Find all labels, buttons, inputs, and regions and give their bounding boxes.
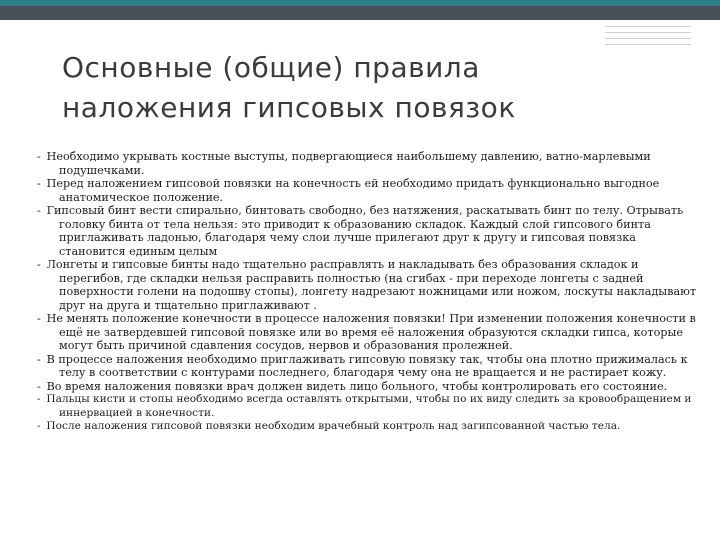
rule-item — [37, 380, 697, 394]
bullet-dash: - — [37, 352, 41, 366]
top-accent-stripe-end — [690, 0, 720, 6]
bullet-dash: - — [37, 204, 41, 217]
decor-line — [605, 38, 691, 39]
rule-item — [37, 258, 697, 312]
rule-item — [37, 204, 697, 258]
rule-item — [37, 177, 697, 204]
rule-item — [37, 353, 697, 380]
rule-text: В процессе наложения необходимо приглаживать гипсовую повязку так, чтобы она плотно прижималась к телу в соответствии с контурами последнего, благодаря чему она не вращается и не растирает кожу. — [46, 352, 688, 379]
rule-text: Гипсовый бинт вести спирально, бинтовать свободно, без натяжения, раскатывать бинт по телу. Отрывать головку бинта от тела нельзя: это приводит к образованию складок. Каждый слой гипсового бинта приглаживать ладонью, благодаря чему слои лучше прилегают друг к другу и гипсовая повязка становится единым целым — [46, 204, 684, 258]
rule-text: Не менять положение конечности в процессе наложения повязки! При изменении положения конечности в ещё не затвердевшей гипсовой повязке или во время её наложения образуются складки гипса, которые могут быть причиной сдавления сосудов, нервов и образования пролежней. — [46, 312, 696, 352]
rule-item — [37, 150, 697, 177]
title-line-1: Основные (общие) правила — [62, 51, 480, 84]
rule-item — [37, 312, 697, 353]
rule-text: Лонгеты и гипсовые бинты надо тщательно расправлять и накладывать без образования складок и перегибов, где складки нельзя расправить полностью (на сгибах - при переходе лонгеты с задней поверхности голени на подошву стопы), лонгету надрезают ножницами или ножом, лоскуты накладывают друг на друга и тщательно приглаживают . — [46, 258, 697, 312]
bullet-dash: - — [37, 420, 41, 432]
slide-title — [62, 48, 682, 128]
title-line-2: наложения гипсовых повязок — [62, 91, 516, 124]
bullet-dash: - — [37, 312, 41, 325]
decor-line — [605, 32, 691, 33]
bullet-dash: - — [37, 177, 41, 190]
rule-item — [37, 420, 697, 434]
rule-text: Пальцы кисти и стопы необходимо всегда оставлять открытыми, чтобы по их виду следить за кровообращением и иннервацией в конечности. — [46, 393, 692, 419]
bullet-dash: - — [37, 150, 41, 163]
rule-text: Во время наложения повязки врач должен видеть лицо больного, чтобы контролировать его состояние. — [46, 379, 668, 393]
bullet-dash: - — [37, 393, 41, 405]
bullet-dash: - — [37, 258, 41, 271]
rule-text: Перед наложением гипсовой повязки на конечность ей необходимо придать функционально выгодное анатомическое положение. — [46, 177, 660, 204]
rule-text: Необходимо укрывать костные выступы, подвергающиеся наибольшему давлению, ватно-марлевыми подушечками. — [46, 150, 651, 177]
rule-item — [37, 393, 697, 420]
bullet-dash: - — [37, 379, 41, 393]
rule-text: После наложения гипсовой повязки необходим врачебный контроль над загипсованной частью тела. — [46, 420, 621, 432]
rules-list — [37, 150, 697, 434]
decor-line — [605, 26, 691, 27]
decor-line — [605, 44, 691, 45]
top-accent-stripe — [0, 0, 690, 6]
